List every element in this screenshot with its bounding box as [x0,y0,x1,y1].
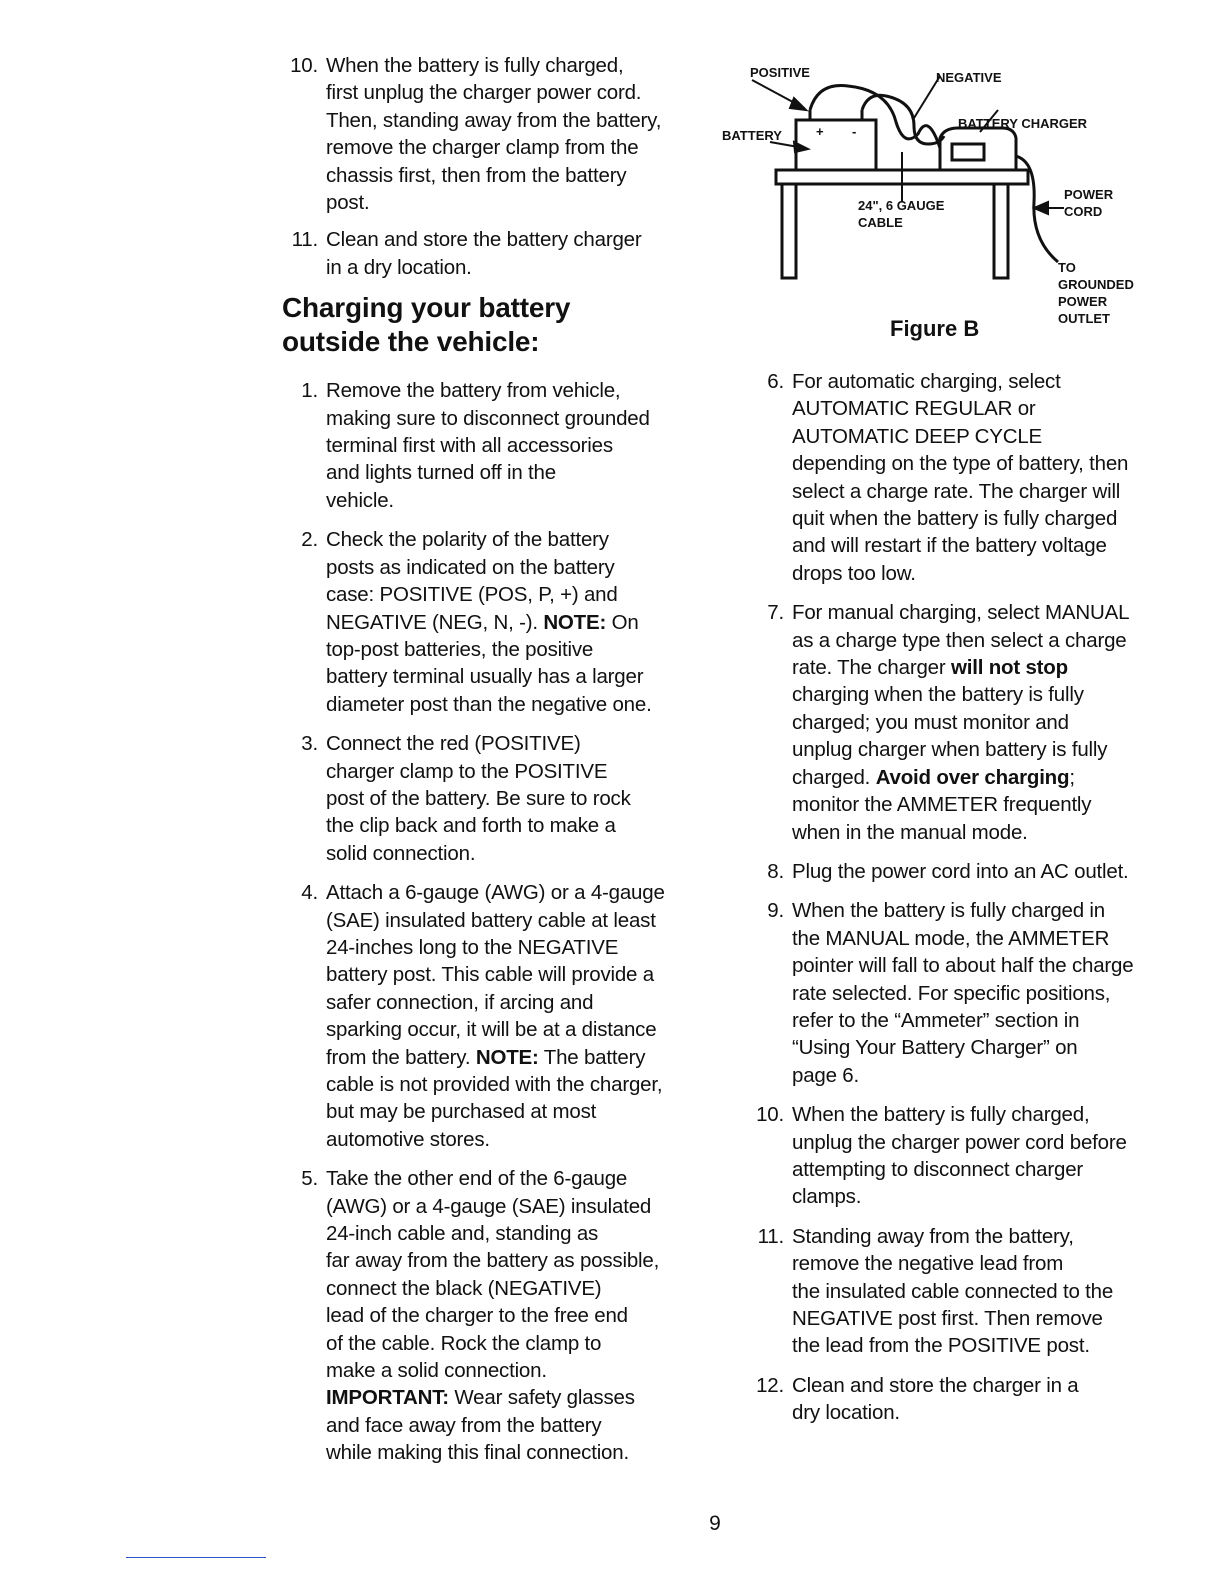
step-text [326,879,722,1153]
label-power-cord-2: CORD [1064,204,1103,219]
note-label: NOTE: [475,1045,539,1069]
step-text: Plug the power cord into an AC outlet. [792,859,1129,883]
label-cable-1: 24", 6 GAUGE [858,198,945,213]
step-number: 5. [301,1167,318,1191]
step-number: 2. [301,528,318,552]
step-text: Connect the red (POSITIVE) charger clamp to the POSITIVE post of the battery. Be sure to rock the clip back and forth to make a solid connection. [326,732,631,865]
list-item [748,897,1188,1089]
list-item [282,730,722,867]
label-outlet-1: TO [1058,260,1076,275]
outside-vehicle-steps [282,377,722,1466]
right-column [748,368,1188,1439]
list-item [748,1372,1188,1427]
list-item [282,377,722,514]
emphasis: Avoid over charging [875,765,1070,789]
step-text: For automatic charging, select AUTOMATIC REGULAR or AUTOMATIC DEEP CYCLE depending on the type of battery, then select a charge rate. The charger will quit when the battery is fully charged and will restart if the battery voltage drops too low. [792,370,1129,585]
text-run: The battery cable is not provided with the charger, but may be purchased at most automotive stores. [326,1045,663,1151]
step-text: Remove the battery from vehicle, making sure to disconnect grounded terminal first with all accessories and lights turned off in the vehicle. [326,379,650,512]
previous-section-steps [282,52,722,281]
positive-arrow-head [790,98,806,110]
step-number: 10. [290,54,318,77]
list-item [282,226,722,281]
note-label: NOTE: [543,610,607,634]
list-item [748,1223,1188,1360]
label-battery: BATTERY [722,128,782,143]
label-battery-charger: BATTERY CHARGER [958,116,1088,131]
list-item [282,526,722,718]
important-label: IMPORTANT: [326,1386,449,1410]
step-text: When the battery is fully charged in the MANUAL mode, the AMMETER pointer will fall to about half the charge rate selected. For specific positions, refer to the “Ammeter” section in “Using Your Battery Charger” on page 6. [792,899,1134,1087]
battery-charger-illustration [718,52,1178,352]
section-heading: Charging your battery outside the vehicle: [282,292,571,358]
step-number: 8. [767,859,784,883]
step-text: Clean and store the charger in a dry location. [792,1373,1079,1425]
step-text: Clean and store the battery charger in a dry location. [326,228,642,279]
left-column [282,52,722,1479]
step-number: 9. [767,899,784,923]
list-item [282,52,722,216]
battery-shape [796,120,876,170]
text-run: Wear safety glasses and face away from the battery while making this final connection. [326,1386,635,1465]
table-leg-left [782,184,796,278]
label-positive: POSITIVE [750,65,810,80]
step-number: 6. [767,370,784,393]
step-text [326,526,722,718]
text-run: On top-post batteries, the positive battery terminal usually has a larger diameter post than the negative one. [326,610,652,716]
step-number: 11. [757,1224,784,1248]
step-text: Standing away from the battery, remove the negative lead from the insulated cable connected to the NEGATIVE post first. Then remove the lead from the POSITIVE post. [792,1224,1114,1358]
text-run: charging when the battery is fully charged; you must monitor and unplug charger when battery is fully charged. [792,683,1108,789]
step-number: 7. [767,601,784,625]
label-minus: - [852,124,857,139]
list-item [748,858,1188,885]
text-run: ; monitor the AMMETER frequently when in the manual mode. [792,765,1092,844]
label-outlet-3: POWER [1058,294,1108,309]
text-run: Take the other end of the 6-gauge (AWG) or a 4-gauge (SAE) insulated 24-inch cable and, standing as far away from the battery as possible, connect the black (NEGATIVE) lead of the charger to the free end of the cable. Rock the clamp to make a solid connection. [326,1167,660,1383]
page-number: 9 [709,1512,721,1535]
step-text [792,599,1188,846]
table-leg-right [994,184,1008,278]
label-plus: + [816,124,824,139]
figure-caption: Figure B [890,316,980,341]
figure-b-diagram [718,52,1178,352]
list-item [282,879,722,1153]
label-cable-2: CABLE [858,215,903,230]
text-run: For manual charging, select MANUAL as a charge type then select a charge rate. The charger [792,601,1130,680]
cord-arrow-head [1034,202,1048,214]
label-outlet-2: GROUNDED [1058,277,1134,292]
list-item [282,1165,722,1466]
step-number: 12. [756,1373,784,1397]
label-power-cord-1: POWER [1064,187,1114,202]
text-run: Attach a 6-gauge (AWG) or a 4-gauge (SAE) insulated battery cable at least 24-inches long to the NEGATIVE battery post. This cable will provide a safer connection, if arcing and sparking occur, it will be at a distance from the battery. [326,881,665,1069]
list-item [748,599,1188,846]
list-item [748,368,1188,587]
step-number: 4. [301,881,318,905]
step-number: 11. [291,228,318,252]
step-text: When the battery is fully charged, unplug the charger power cord before attempting to disconnect charger clamps. [792,1103,1127,1209]
text-run: Check the polarity of the battery posts as indicated on the battery case: POSITIVE (POS, P, +) and NEGATIVE (NEG, N, -). [326,528,618,634]
step-number: 3. [301,732,318,756]
step-text: When the battery is fully charged, first unplug the charger power cord. Then, standing away from the battery, remove the charger clamp from the chassis first, then from the battery post. [326,54,662,215]
step-text [326,1165,722,1466]
bottom-rule [126,1557,266,1558]
label-outlet-4: OUTLET [1058,311,1110,326]
step-number: 10. [756,1103,784,1127]
step-number: 1. [301,379,318,403]
list-item [748,1101,1188,1211]
emphasis: will not stop [950,656,1068,680]
label-negative: NEGATIVE [936,70,1002,85]
